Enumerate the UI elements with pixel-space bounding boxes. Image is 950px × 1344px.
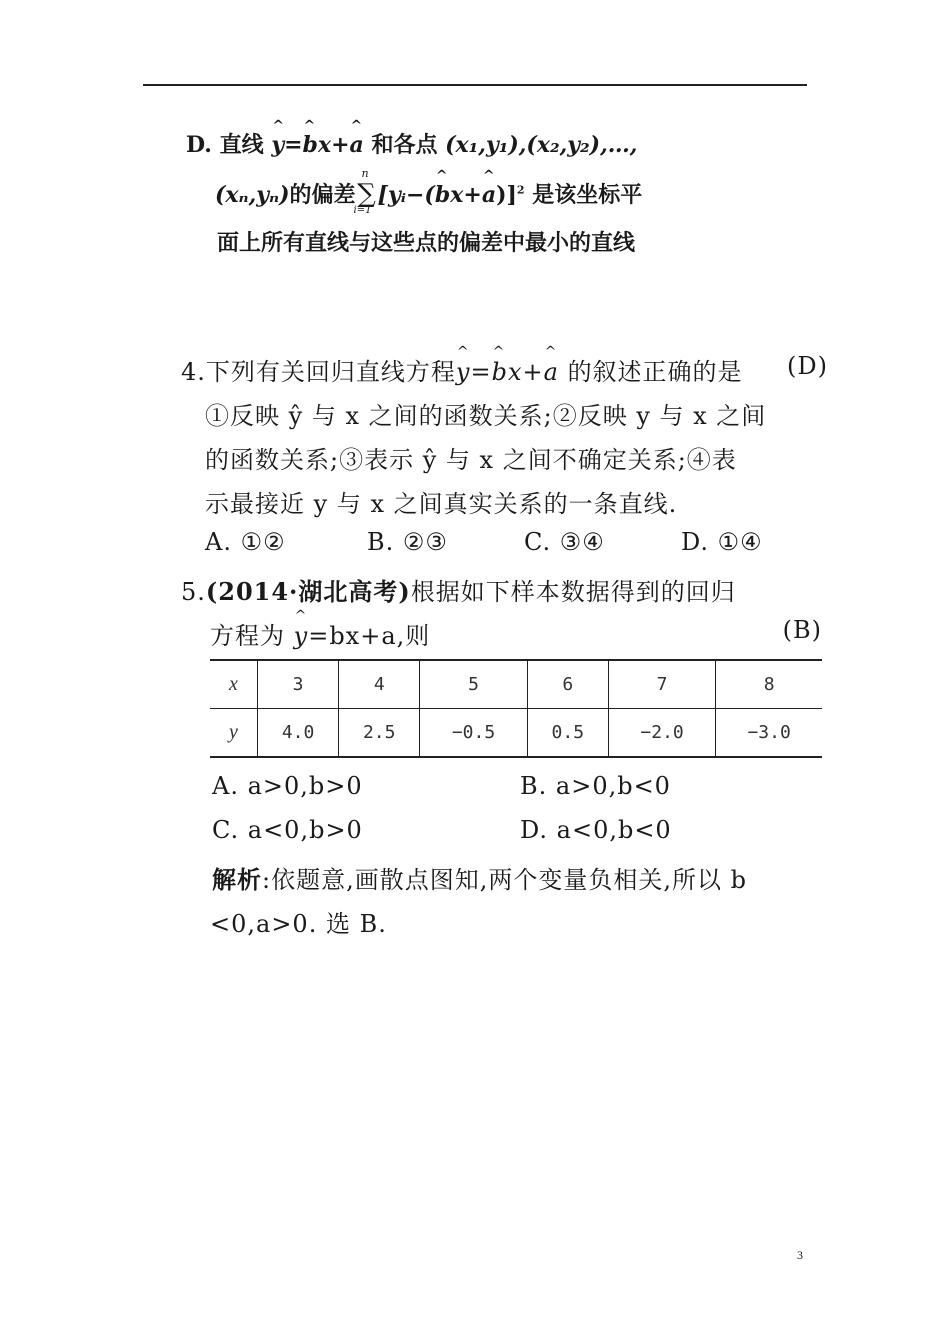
item-d-line2: (xₙ,yₙ)的偏差 n ∑ i=1 [yᵢ−(^ bx+^ a)]$^2$ 是该坐标平 — [215, 178, 642, 209]
q5-analysis-line2: <0,a>0. 选 B. — [210, 910, 387, 938]
q4-option-c: C. ③④ — [524, 528, 605, 556]
table-row: y 4.0 2.5 −0.5 0.5 −2.0 −3.0 — [210, 709, 822, 758]
q5-source: (2014·湖北高考) — [205, 577, 411, 606]
q4-line1: 4.下列有关回归直线方程^ y=^ bx+^ a 的叙述正确的是 (D) — [181, 352, 828, 387]
q4-line3: 的函数关系;③表示 ŷ 与 x 之间不确定关系;④表 — [205, 446, 737, 474]
q4-line2: ①反映 ŷ 与 x 之间的函数关系;②反映 y 与 x 之间 — [205, 402, 767, 430]
q5-option-d: D. a<0,b<0 — [520, 816, 672, 844]
q5-line2: 方程为 ^ y=bx+a,则 (B) — [210, 616, 822, 651]
q4-line4: 示最接近 y 与 x 之间真实关系的一条直线. — [205, 490, 678, 518]
q5-option-c: C. a<0,b>0 — [212, 816, 363, 844]
q4-option-b: B. ②③ — [367, 528, 448, 556]
page-number: 3 — [797, 1248, 803, 1262]
item-d-line3: 面上所有直线与这些点的偏差中最小的直线 — [217, 230, 636, 256]
item-d-line1: D. 直线 ^ y=^ bx+^ a 和各点 (x₁,y₁),(x₂,y₂),…, — [186, 128, 637, 159]
analysis-label: 解析 — [212, 865, 262, 894]
q5-option-a: A. a>0,b>0 — [212, 772, 363, 800]
q5-answer: (B) — [782, 616, 822, 644]
summation-symbol: n ∑ i=1 — [353, 167, 376, 216]
q5-analysis-line1: 解析:依题意,画散点图知,两个变量负相关,所以 b — [212, 865, 747, 894]
q4-answer: (D) — [787, 352, 828, 380]
q5-line1: 5.(2014·湖北高考)根据如下样本数据得到的回归 — [181, 577, 736, 606]
header-rule — [143, 84, 807, 86]
q4-option-d: D. ①④ — [681, 528, 763, 556]
table-row: x 3 4 5 6 7 8 — [210, 660, 822, 709]
data-table — [210, 659, 822, 758]
q4-option-a: A. ①② — [205, 528, 286, 556]
q5-option-b: B. a>0,b<0 — [520, 772, 671, 800]
